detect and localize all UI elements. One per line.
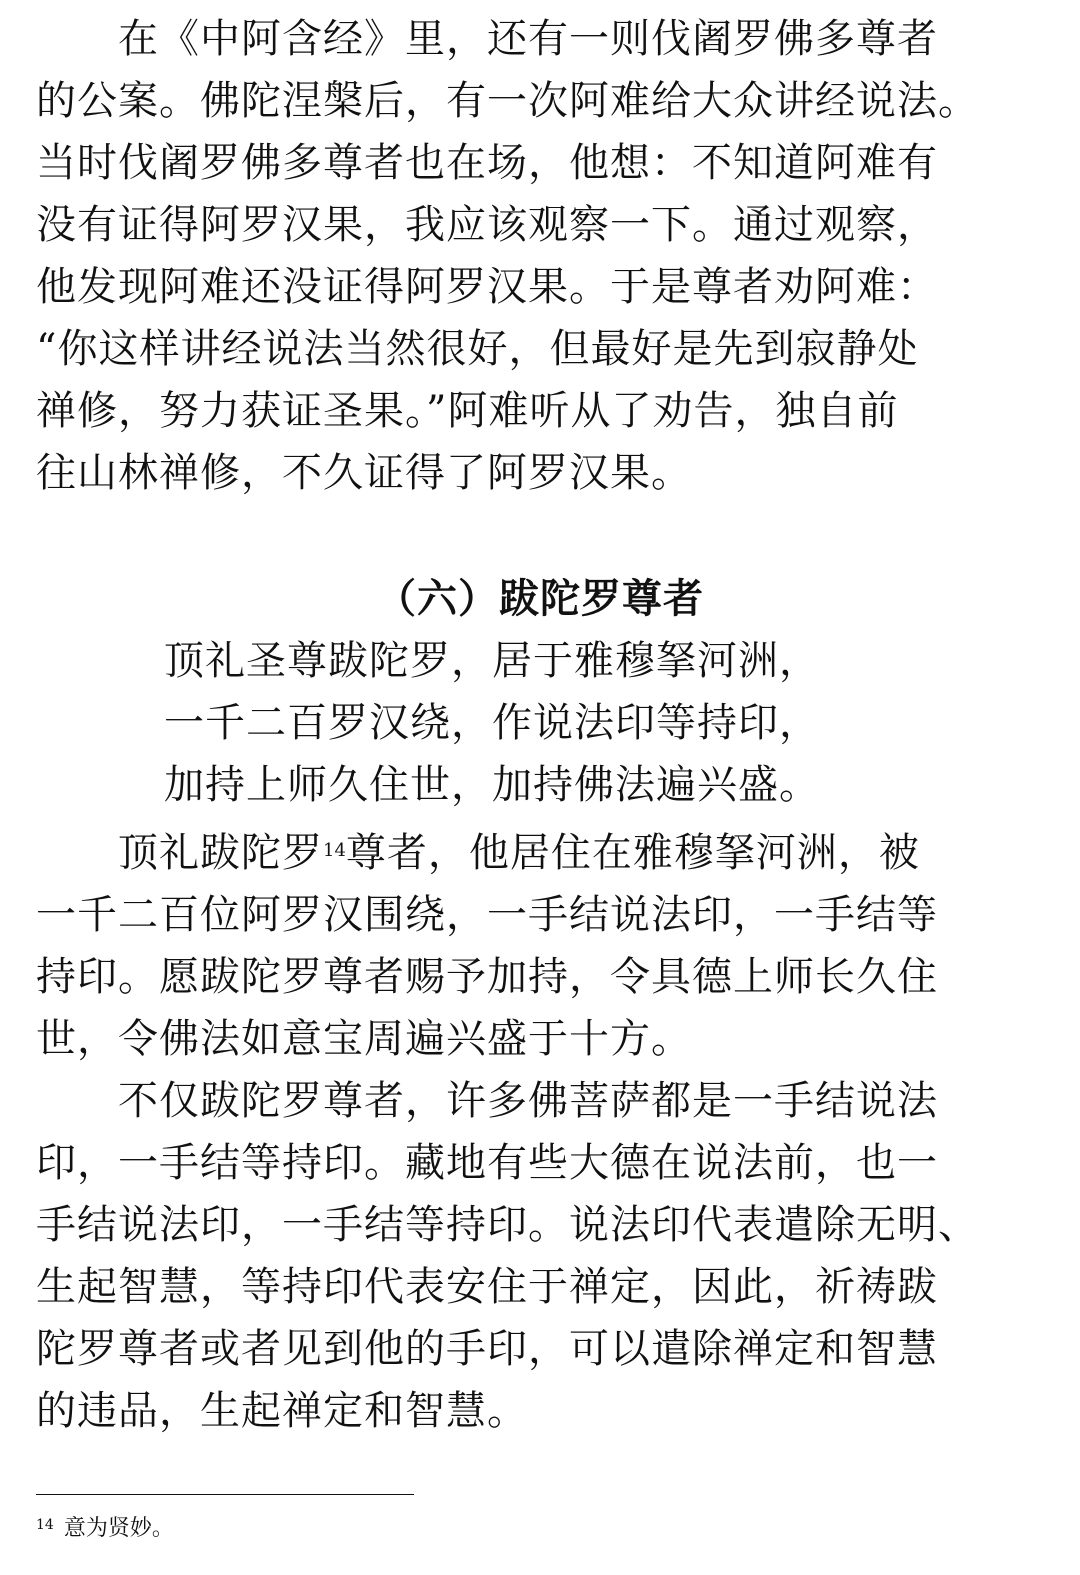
text-line: 持印。愿跋陀罗尊者赐予加持，令具德上师长久住 bbox=[36, 954, 938, 1000]
text-line: “你这样讲经说法当然很好，但最好是先到寂静处 bbox=[36, 326, 919, 372]
footnote-reference[interactable]: 14 bbox=[323, 840, 346, 861]
text-line: 手结说法印，一手结等持印。说法印代表遣除无明、 bbox=[36, 1202, 979, 1248]
section-heading: （六）跋陀罗尊者 bbox=[376, 575, 704, 622]
verse-line: 加持上师久住世，加持佛法遍兴盛。 bbox=[164, 762, 820, 808]
verse-line: 顶礼圣尊跋陀罗，居于雅穆拏河洲， bbox=[164, 638, 820, 684]
text-line: 陀罗尊者或者见到他的手印，可以遣除禅定和智慧 bbox=[36, 1326, 938, 1372]
text-line: 印，一手结等持印。藏地有些大德在说法前，也一 bbox=[36, 1140, 938, 1186]
footnote-number: 14 bbox=[36, 1517, 54, 1533]
text-line bbox=[36, 822, 1060, 884]
text-segment: 尊者，他居住在雅穆拏河洲，被 bbox=[345, 830, 920, 876]
text-line: 的公案。佛陀涅槃后，有一次阿难给大众讲经说法。 bbox=[36, 78, 979, 124]
text-line: 世，令佛法如意宝周遍兴盛于十方。 bbox=[36, 1016, 692, 1062]
text-line: 禅修，努力获证圣果。”阿难听从了劝告，独自前 bbox=[36, 388, 899, 434]
text-line: 生起智慧，等持印代表安住于禅定，因此，祈祷跋 bbox=[36, 1264, 938, 1310]
paragraph-vajraputra-story bbox=[36, 8, 1060, 504]
verse-line: 一千二百罗汉绕，作说法印等持印， bbox=[164, 700, 820, 746]
text-line: 的违品，生起禅定和智慧。 bbox=[36, 1388, 528, 1434]
paragraph-mudra-explanation bbox=[36, 1070, 1060, 1442]
footnote bbox=[36, 1514, 174, 1544]
text-line: 一千二百位阿罗汉围绕，一手结说法印，一手结等 bbox=[36, 892, 938, 938]
verse-block bbox=[164, 630, 820, 816]
paragraph-bhadra-explanation bbox=[36, 822, 1060, 1070]
text-line: 没有证得阿罗汉果，我应该观察一下。通过观察， bbox=[36, 202, 938, 248]
text-segment: 顶礼跋陀罗 bbox=[36, 830, 323, 876]
text-line: 他发现阿难还没证得阿罗汉果。于是尊者劝阿难： bbox=[36, 264, 938, 310]
text-line: 在《中阿含经》里，还有一则伐阇罗佛多尊者 bbox=[36, 16, 938, 62]
text-line: 当时伐阇罗佛多尊者也在场，他想：不知道阿难有 bbox=[36, 140, 938, 186]
footnote-text: 意为贤妙。 bbox=[63, 1516, 174, 1541]
text-line: 往山林禅修，不久证得了阿罗汉果。 bbox=[36, 450, 692, 496]
text-line: 不仅跋陀罗尊者，许多佛菩萨都是一手结说法 bbox=[36, 1078, 938, 1124]
footnote-divider bbox=[36, 1494, 414, 1495]
